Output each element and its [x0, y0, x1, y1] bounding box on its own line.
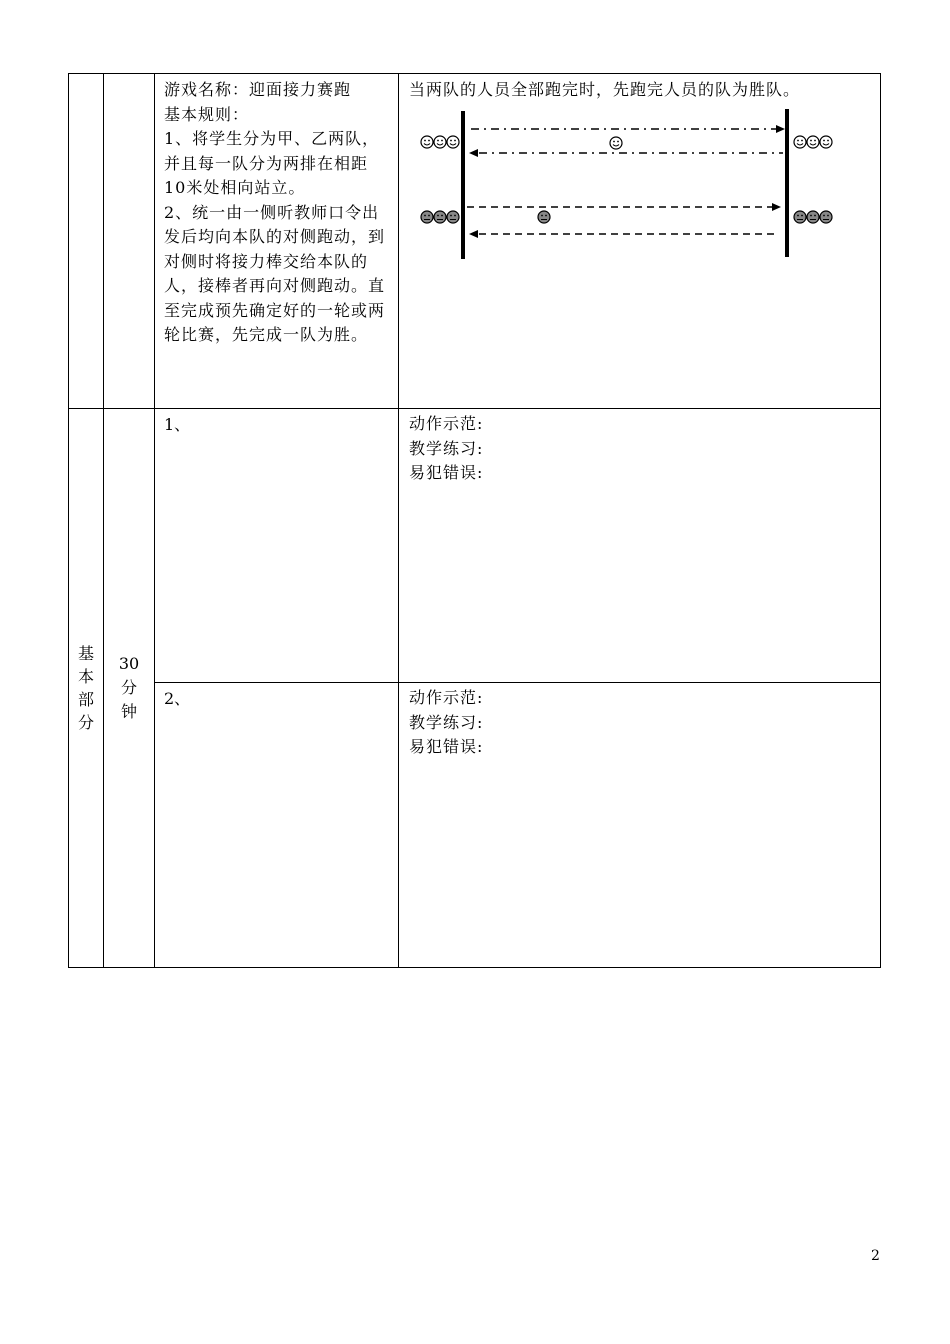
basic-part-label-cell: [69, 409, 104, 968]
practice-label-1: 教学练习:: [409, 438, 484, 458]
time-unit-1: 分: [120, 678, 137, 697]
practice-label-2: 教学练习:: [409, 712, 484, 732]
notes-cell-2: [399, 683, 881, 968]
rule-2: 2、统一由一侧听教师口令出发后均向本队的对侧跑动，到对侧时将接力棒交给本队的人，接棒者再向对侧跑动。直至完成预先确定好的一轮或两轮比赛，先完成一队为胜。: [164, 202, 386, 344]
team-a-arrows: [469, 125, 785, 157]
sad-face-icon: [421, 211, 832, 223]
game-rules-cell: [155, 74, 399, 409]
demo-label-1: 动作示范:: [409, 414, 484, 433]
lesson-plan-table: [68, 73, 881, 968]
game-name: 游戏名称：迎面接力赛跑: [164, 80, 352, 99]
notes-cell-1: [399, 409, 881, 683]
win-condition: 当两队的人员全部跑完时，先跑完人员的队为胜队。: [409, 80, 801, 99]
demo-label-2: 动作示范:: [409, 688, 484, 707]
smiley-face-icon: [421, 136, 832, 149]
empty-time-cell: [104, 74, 155, 409]
basic-part-label: 基本部分: [77, 644, 94, 732]
page-number: 2: [871, 1248, 880, 1264]
team-b-arrows: [467, 203, 781, 238]
step-cell-1: [155, 409, 399, 683]
rules-heading: 基本规则：: [164, 104, 250, 124]
game-row: [69, 74, 881, 409]
rule-1: 1、将学生分为甲、乙两队，并且每一队分为两排在相距10米处相向站立。: [164, 129, 380, 197]
time-value: 30: [118, 654, 140, 673]
step-number-1: 1、: [164, 415, 191, 434]
step-cell-2: [155, 683, 399, 968]
relay-diagram: [399, 107, 879, 267]
basic-row-2: [69, 683, 881, 968]
errors-label-1: 易犯错误:: [409, 463, 484, 482]
game-diagram-cell: [399, 74, 881, 409]
empty-part-cell: [69, 74, 104, 409]
errors-label-2: 易犯错误:: [409, 737, 484, 756]
time-unit-2: 钟: [120, 702, 137, 721]
time-cell: [104, 409, 155, 968]
basic-row-1: [69, 409, 881, 683]
step-number-2: 2、: [164, 689, 191, 708]
